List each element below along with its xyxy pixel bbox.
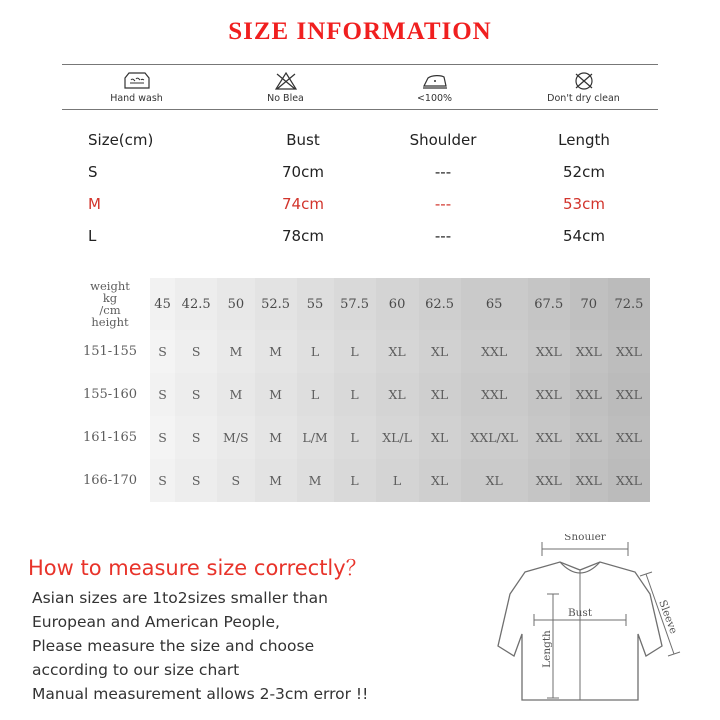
shoulder-cell: --- — [434, 163, 452, 181]
care-item-no-dry-clean — [509, 65, 658, 109]
sleeve-label: Sleeve — [656, 598, 680, 636]
matrix-cell: M/S — [217, 416, 254, 459]
matrix-corner-line: weight — [90, 279, 130, 293]
size-table-header-row — [70, 124, 650, 156]
matrix-cell: S — [175, 330, 217, 373]
shoulder-cell: --- — [434, 227, 452, 245]
matrix-row — [70, 373, 650, 416]
matrix-cell: S — [150, 459, 175, 502]
matrix-header-row — [70, 278, 650, 330]
matrix-cell: XL — [419, 330, 461, 373]
matrix-corner-cell — [70, 278, 150, 330]
care-item-iron — [360, 65, 509, 109]
matrix-cell: XXL/XL — [461, 416, 528, 459]
matrix-cell: L — [297, 373, 334, 416]
matrix-weight-header: 67.5 — [528, 278, 570, 330]
no-dry-clean-icon — [571, 71, 597, 91]
how-to-measure-block — [28, 552, 488, 708]
size-table-header-cell: Bust — [286, 131, 320, 149]
matrix-weight-header: 70 — [570, 278, 608, 330]
matrix-cell: XL — [419, 373, 461, 416]
matrix-cell: L — [334, 459, 376, 502]
matrix-cell: M — [217, 330, 254, 373]
how-to-measure-line: Manual measurement allows 2-3cm error !! — [32, 685, 369, 703]
care-item-no-bleach — [211, 65, 360, 109]
matrix-cell: XXL — [608, 373, 650, 416]
garment-diagram — [450, 534, 710, 714]
how-to-measure-line: Asian sizes are 1to2sizes smaller than — [32, 589, 328, 607]
matrix-weight-header: 57.5 — [334, 278, 376, 330]
size-cell: S — [88, 163, 98, 181]
how-to-measure-title: How to measure size correctly？ — [28, 556, 367, 580]
matrix-cell: S — [150, 330, 175, 373]
matrix-cell: XXL — [570, 416, 608, 459]
care-instructions-strip — [62, 64, 658, 110]
matrix-cell: XL — [419, 459, 461, 502]
matrix-weight-header: 52.5 — [255, 278, 297, 330]
care-item-hand-wash — [62, 65, 211, 109]
hand-wash-icon — [123, 71, 151, 91]
shoulder-cell: --- — [434, 195, 452, 213]
care-item-label: Don't dry clean — [547, 92, 620, 104]
matrix-cell: XXL — [570, 330, 608, 373]
length-cell: 53cm — [563, 195, 605, 213]
matrix-cell: XXL — [461, 373, 528, 416]
length-cell: 52cm — [563, 163, 605, 181]
matrix-cell: L — [334, 373, 376, 416]
matrix-cell: XL — [376, 330, 419, 373]
matrix-cell: XXL — [608, 330, 650, 373]
bust-cell: 78cm — [282, 227, 324, 245]
iron-low-icon — [420, 71, 450, 91]
matrix-height-header: 155-160 — [70, 373, 150, 416]
table-row — [70, 188, 650, 220]
matrix-cell: S — [217, 459, 254, 502]
matrix-cell: XXL — [570, 373, 608, 416]
no-bleach-icon — [272, 71, 300, 91]
matrix-cell: XL — [461, 459, 528, 502]
matrix-cell: L — [334, 416, 376, 459]
matrix-cell: S — [150, 416, 175, 459]
matrix-cell: L — [334, 330, 376, 373]
size-table — [70, 124, 650, 252]
matrix-height-header: 166-170 — [70, 459, 150, 502]
matrix-cell: M — [255, 416, 297, 459]
matrix-row — [70, 459, 650, 502]
page-title: SIZE INFORMATION — [228, 18, 492, 45]
matrix-cell: XL — [376, 373, 419, 416]
matrix-cell: XXL — [608, 416, 650, 459]
matrix-row — [70, 330, 650, 373]
matrix-cell: XXL — [528, 330, 570, 373]
size-table-header-cell: Size(cm) — [88, 131, 154, 149]
matrix-corner-line: height — [91, 315, 129, 329]
matrix-weight-header: 60 — [376, 278, 419, 330]
matrix-corner-line: kg — [102, 291, 118, 305]
size-table-header-cell: Shoulder — [409, 131, 477, 149]
matrix-weight-header: 55 — [297, 278, 334, 330]
matrix-cell: S — [175, 416, 217, 459]
matrix-cell: XL — [419, 416, 461, 459]
matrix-cell: XXL — [528, 373, 570, 416]
matrix-height-header: 161-165 — [70, 416, 150, 459]
matrix-cell: M — [255, 373, 297, 416]
matrix-weight-header: 65 — [461, 278, 528, 330]
matrix-row — [70, 416, 650, 459]
matrix-cell: M — [217, 373, 254, 416]
care-item-label: <100% — [416, 92, 453, 104]
matrix-cell: S — [150, 373, 175, 416]
size-cell: L — [88, 227, 97, 245]
matrix-cell: XXL — [528, 416, 570, 459]
matrix-cell: M — [297, 459, 334, 502]
bust-cell: 74cm — [282, 195, 324, 213]
table-row — [70, 156, 650, 188]
matrix-weight-header: 45 — [150, 278, 175, 330]
size-table-header-cell: Length — [558, 131, 610, 149]
height-weight-matrix — [70, 278, 650, 502]
matrix-cell: XXL — [608, 459, 650, 502]
matrix-cell: XXL — [461, 330, 528, 373]
matrix-cell: L — [297, 330, 334, 373]
length-cell: 54cm — [563, 227, 605, 245]
matrix-corner-line: /cm — [99, 303, 121, 317]
matrix-cell: S — [175, 459, 217, 502]
matrix-weight-header: 50 — [217, 278, 254, 330]
care-item-label: No Blea — [267, 92, 304, 104]
matrix-height-header: 151-155 — [70, 330, 150, 373]
matrix-table — [70, 278, 650, 502]
how-to-measure-line: according to our size chart — [32, 661, 240, 679]
matrix-cell: XXL — [528, 459, 570, 502]
bust-cell: 70cm — [282, 163, 324, 181]
matrix-cell: XL/L — [376, 416, 419, 459]
matrix-cell: M — [255, 330, 297, 373]
bust-label: Bust — [567, 607, 593, 619]
matrix-weight-header: 62.5 — [419, 278, 461, 330]
shoulder-label: Shouler — [564, 534, 606, 543]
table-row — [70, 220, 650, 252]
length-label: Length — [541, 630, 553, 668]
how-to-measure-line: European and American People, — [32, 613, 280, 631]
how-to-measure-line: Please measure the size and choose — [32, 637, 315, 655]
matrix-cell: XXL — [570, 459, 608, 502]
matrix-weight-header: 42.5 — [175, 278, 217, 330]
size-cell: M — [88, 195, 101, 213]
matrix-cell: L/M — [297, 416, 334, 459]
care-item-label: Hand wash — [110, 92, 163, 104]
matrix-cell: S — [175, 373, 217, 416]
matrix-cell: M — [255, 459, 297, 502]
matrix-cell: L — [376, 459, 419, 502]
matrix-weight-header: 72.5 — [608, 278, 650, 330]
